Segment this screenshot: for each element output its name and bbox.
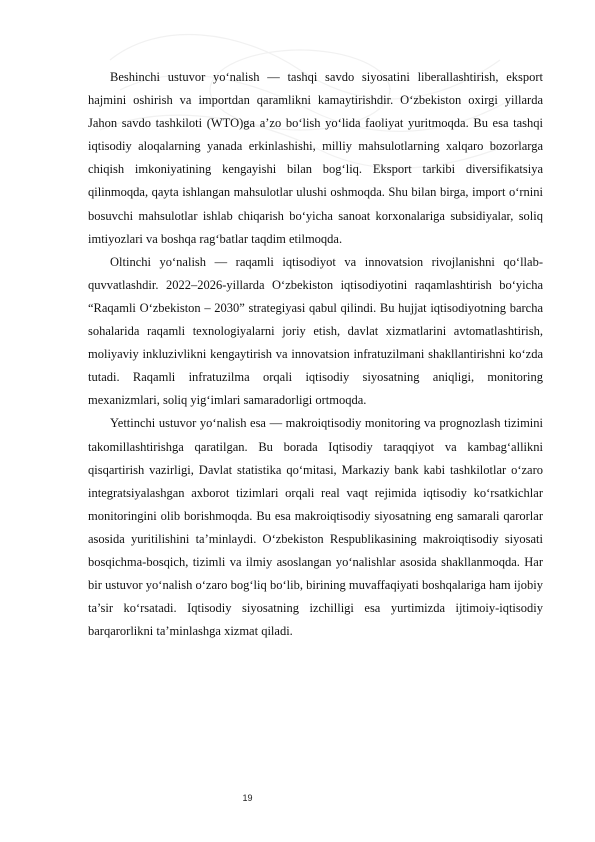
paragraph-sixth-priority: Oltinchi yo‘nalish — raqamli iqtisodiyot va innovatsion rivojlanishni qo‘llab-quvvatlashdir. 2022–2026-yillarda O‘zbekiston iqtisodiyotini raqamlashtirish bo‘yicha “Raqamli O‘zbekiston – 2030” strategiyasi qabul qilindi. Bu hujjat iqtisodiyotning barcha sohalarida raqamli texnologiyalarni joriy etish, davlat xizmatlarini avtomatlashtirish, moliyaviy inkluzivlikni kengaytirish va innovatsion infratuzilmani shakllantirishni ko‘zda tutadi. Raqamli infratuzilma orqali iqtisodiy siyosatning aniqligi, monitoring mexanizmlari, soliq yig‘imlari samaradorligi ortmoqda. bbox=[88, 254, 543, 408]
paragraph-fifth-priority: Beshinchi ustuvor yo‘nalish — tashqi savdo siyosatini liberallashtirish, eksport hajmini oshirish va importdan qaramlikni kamaytirishdir. O‘zbekiston oxirgi yillarda Jahon savdo tashkiloti (WTO)ga a’zo bo‘lish yo‘lida faoliyat yuritmoqda. Bu esa tashqi iqtisodiy aloqalarning yanada erkinlashishi, milliy mahsulotlarning xalqaro bozorlarga chiqish imkoniyatining kengayishi bilan bog‘liq. Eksport tarkibi diversifikatsiya qilinmoqda, qayta ishlangan mahsulotlar ulushi oshmoqda. Shu bilan birga, import o‘rnini bosuvchi mahsulotlar ishlab chiqarish bo‘yicha sanoat korxonalariga subsidiyalar, soliq imtiyozlari va boshqa rag‘batlar taqdim etilmoqda. bbox=[88, 70, 543, 246]
page-number: 19 bbox=[242, 793, 253, 803]
paragraph-seventh-priority: Yettinchi ustuvor yo‘nalish esa — makroiqtisodiy monitoring va prognozlash tizimini takomillashtirishga qaratilgan. Bu borada Iqtisodiy taraqqiyot va kambag‘allikni qisqartirish vazirligi, Davlat statistika qo‘mitasi, Markaziy bank kabi tashkilotlar o‘zaro integratsiyalashgan axborot tizimlari orqali real vaqt rejimida iqtisodiy ko‘rsatkichlar monitoringini olib borishmoqda. Bu esa makroiqtisodiy siyosatning eng samarali qarorlar asosida yuritilishini ta’minlaydi. O‘zbekiston Respublikasining makroiqtisodiy siyosati bosqichma-bosqich, tizimli va ilmiy asoslangan yo‘nalishlar asosida shakllanmoqda. Har bir ustuvor yo‘nalish o‘zaro bog‘liq bo‘lib, birining muvaffaqiyati boshqalariga ham ijobiy ta’sir ko‘rsatadi. Iqtisodiy siyosatning izchilligi esa yurtimizda ijtimoiy-iqtisodiy barqarorlikni ta’minlashga xizmat qiladi. bbox=[88, 416, 543, 639]
document-body bbox=[88, 66, 543, 643]
